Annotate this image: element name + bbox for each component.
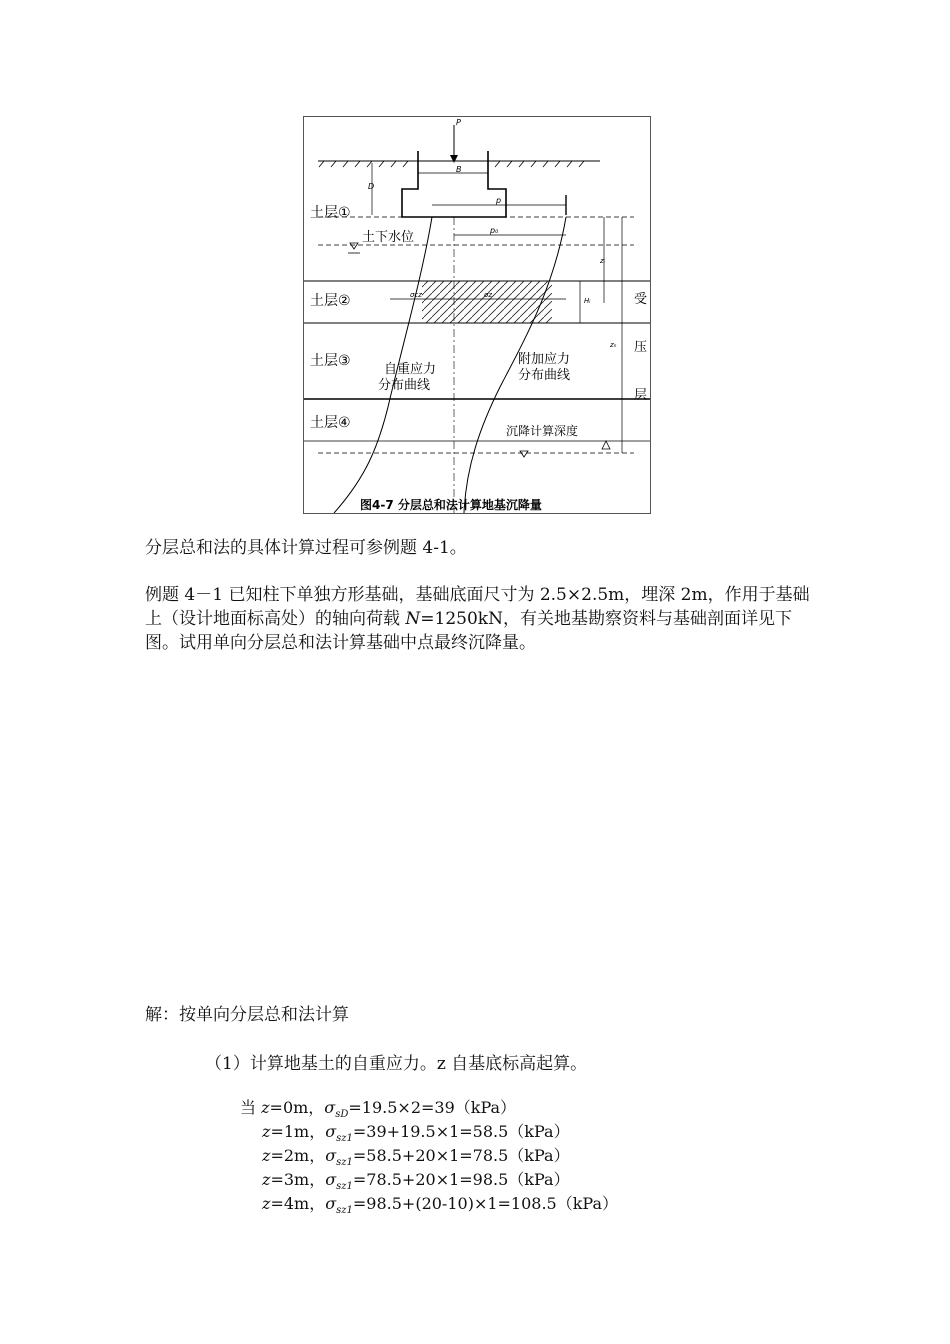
equation-z: z <box>261 1098 270 1117</box>
layer-1-label: 土层① <box>310 205 351 221</box>
depth-symbol <box>520 451 528 457</box>
label-Hi: Hᵢ <box>584 297 591 305</box>
label-sigma-z: σz <box>484 291 493 299</box>
equation-sigma: σ <box>325 1170 337 1189</box>
equation-row <box>240 1098 516 1125</box>
label-zn: zₙ <box>610 341 617 349</box>
equation-sigma: σ <box>325 1146 337 1165</box>
label-D: D <box>368 182 375 191</box>
solution-heading: 解：按单向分层总和法计算 <box>145 1005 349 1025</box>
settlement-depth-label: 沉降计算深度 <box>506 424 579 438</box>
ground-hatch <box>319 161 584 167</box>
example-var: N <box>405 609 421 629</box>
selfweight-label-1: 自重应力 <box>384 362 437 377</box>
equation-sub: sz1 <box>336 1133 353 1144</box>
example-paragraph <box>145 583 813 655</box>
equation-row <box>262 1194 618 1221</box>
layer-2-label: 土层② <box>310 293 351 309</box>
example-suffix: =1250kN，有关地基勘察资料与基础剖面详见下图。试用单向分层总和法计算基础中点最终沉降量。 <box>145 609 792 653</box>
equation-sigma: σ <box>325 1122 337 1141</box>
figure-caption: 图4-7 分层总和法计算地基沉降量 <box>360 498 542 512</box>
label-p0: p₀ <box>490 226 499 235</box>
label-B: B <box>456 165 462 174</box>
load-arrowhead <box>450 155 458 163</box>
equation-row <box>262 1122 570 1149</box>
depth-triangle <box>602 441 610 449</box>
equation-lead: 当 <box>240 1098 262 1117</box>
figure-4-7 <box>303 116 651 514</box>
groundwater-label: 土下水位 <box>362 230 415 245</box>
equation-zval: =0m， <box>269 1098 325 1117</box>
label-p: p <box>496 196 502 205</box>
intro-paragraph: 分层总和法的具体计算过程可参例题 4-1。 <box>145 538 467 558</box>
selfweight-label-2: 分布曲线 <box>378 378 431 393</box>
equation-zval: =3m， <box>270 1170 326 1189</box>
equation-expr: =39+19.5×1=58.5（kPa） <box>352 1122 570 1141</box>
step-1: （1）计算地基土的自重应力。z 自基底标高起算。 <box>205 1054 588 1074</box>
equation-z: z <box>262 1194 271 1213</box>
equation-sigma: σ <box>325 1194 337 1213</box>
groundwater-symbol <box>350 243 358 249</box>
example-prefix: 例题 4－1 已知柱下单独方形基础，基础底面尺寸为 2.5×2.5m，埋深 2m，作用于基础上（设计地面标高处）的轴向荷载 <box>145 585 810 629</box>
equation-z: z <box>262 1170 271 1189</box>
layer-4-label: 土层④ <box>310 415 351 431</box>
equation-zval: =1m， <box>270 1122 326 1141</box>
equation-row <box>262 1170 570 1197</box>
equation-row <box>262 1146 570 1173</box>
label-compressed-3: 层 <box>634 388 648 403</box>
hatched-sublayer <box>422 281 552 323</box>
equation-sub: sz1 <box>336 1205 353 1216</box>
equation-expr: =19.5×2=39（kPa） <box>348 1098 517 1117</box>
label-zi: zᵢ <box>600 257 605 265</box>
layer-3-label: 土层③ <box>310 353 351 369</box>
equation-expr: =58.5+20×1=78.5（kPa） <box>352 1146 570 1165</box>
additional-label-1: 附加应力 <box>518 352 571 367</box>
equation-sub: sz1 <box>336 1157 353 1168</box>
equation-sigma: σ <box>324 1098 336 1117</box>
label-compressed-2: 压 <box>634 340 648 355</box>
settlement-diagram <box>304 117 650 513</box>
equation-expr: =78.5+20×1=98.5（kPa） <box>352 1170 570 1189</box>
additional-label-2: 分布曲线 <box>518 368 571 383</box>
equation-zval: =2m， <box>270 1146 326 1165</box>
equation-sub: sD <box>335 1109 349 1120</box>
equation-z: z <box>262 1122 271 1141</box>
label-P: P <box>456 118 461 127</box>
equation-expr: =98.5+(20-10)×1=108.5（kPa） <box>352 1194 619 1213</box>
equation-sub: sz1 <box>336 1181 353 1192</box>
label-compressed-1: 受 <box>634 292 648 307</box>
label-sigma-cz: σcz <box>410 291 422 299</box>
equation-zval: =4m， <box>270 1194 326 1213</box>
equation-z: z <box>262 1146 271 1165</box>
